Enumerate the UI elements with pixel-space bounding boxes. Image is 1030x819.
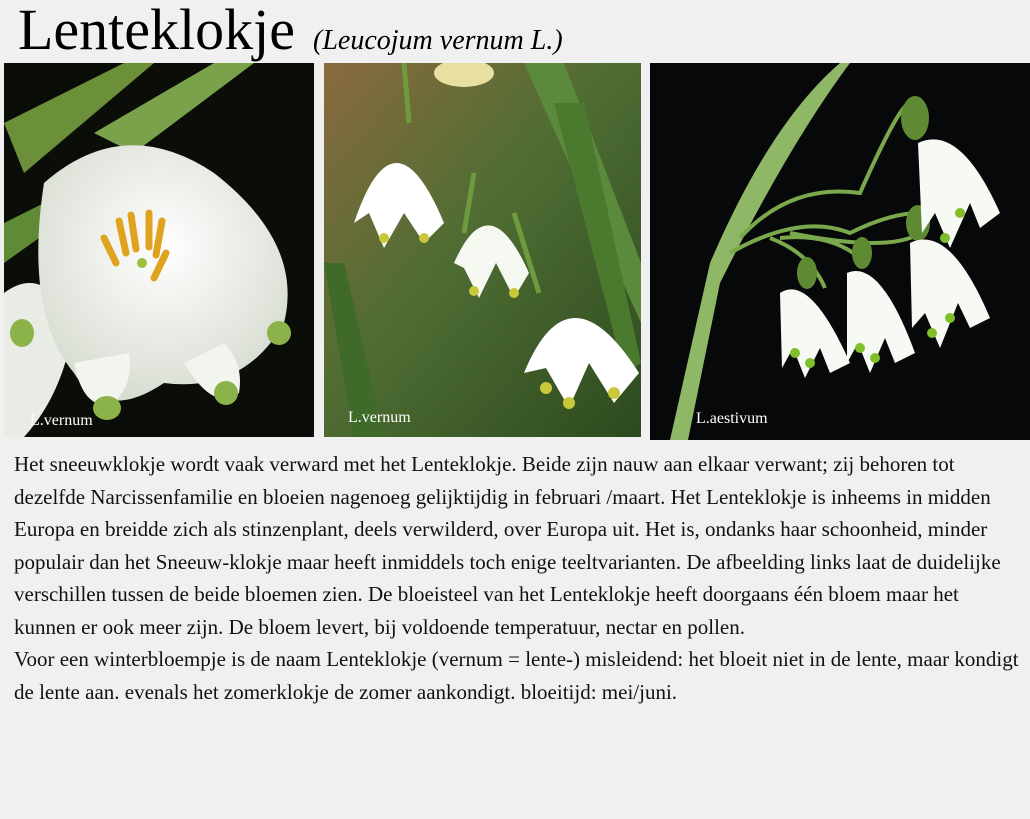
flower-bells-illustration	[324, 63, 641, 437]
summer-snowflake-illustration	[650, 63, 1030, 440]
paragraph: Het sneeuwklokje wordt vaak verward met het Lenteklokje. Beide zijn nauw aan elkaar verwant; zij behoren tot dezelfde Narcissenfamilie en bloeien nagenoeg gelijktijdig in februari /maart. Het Lenteklokje is inheems in midden Europa en breidde zich als stinzenplant, deels verwilderd, over Europa uit. Het is, ondanks haar schoonheid, minder populair dan het Sneeuw-klokje maar heeft inmiddels toch enige teeltvarianten. De afbeelding links laat de duidelijke verschillen tussen de beide bloemen zien. De bloeisteel van het Lenteklokje heeft doorgaans één bloem maar het kunnen er ook meer zijn. De bloem levert, bij voldoende temperatuur, nectar en pollen.	[14, 452, 1001, 639]
page-title-row	[18, 0, 563, 60]
photo-caption: L.vernum	[30, 412, 93, 429]
photo-caption: L.aestivum	[696, 410, 768, 427]
photo-leucojum-aestivum	[650, 63, 1030, 440]
photo-leucojum-vernum-closeup	[4, 63, 314, 437]
photo-leucojum-vernum-bells	[324, 63, 641, 437]
description-text	[14, 448, 1020, 708]
photo-caption: L.vernum	[348, 409, 411, 426]
paragraph: Voor een winterbloempje is de naam Lenteklokje (vernum = lente-) misleidend: het bloeit niet in de lente, maar kondigt de lente aan. evenals het zomerklokje de zomer aankondigt. bloeitijd: mei/juni.	[14, 647, 1019, 704]
page-title: Lenteklokje	[18, 0, 296, 62]
latin-name: (Leucojum vernum L.)	[313, 25, 563, 56]
flower-closeup-illustration	[4, 63, 314, 437]
